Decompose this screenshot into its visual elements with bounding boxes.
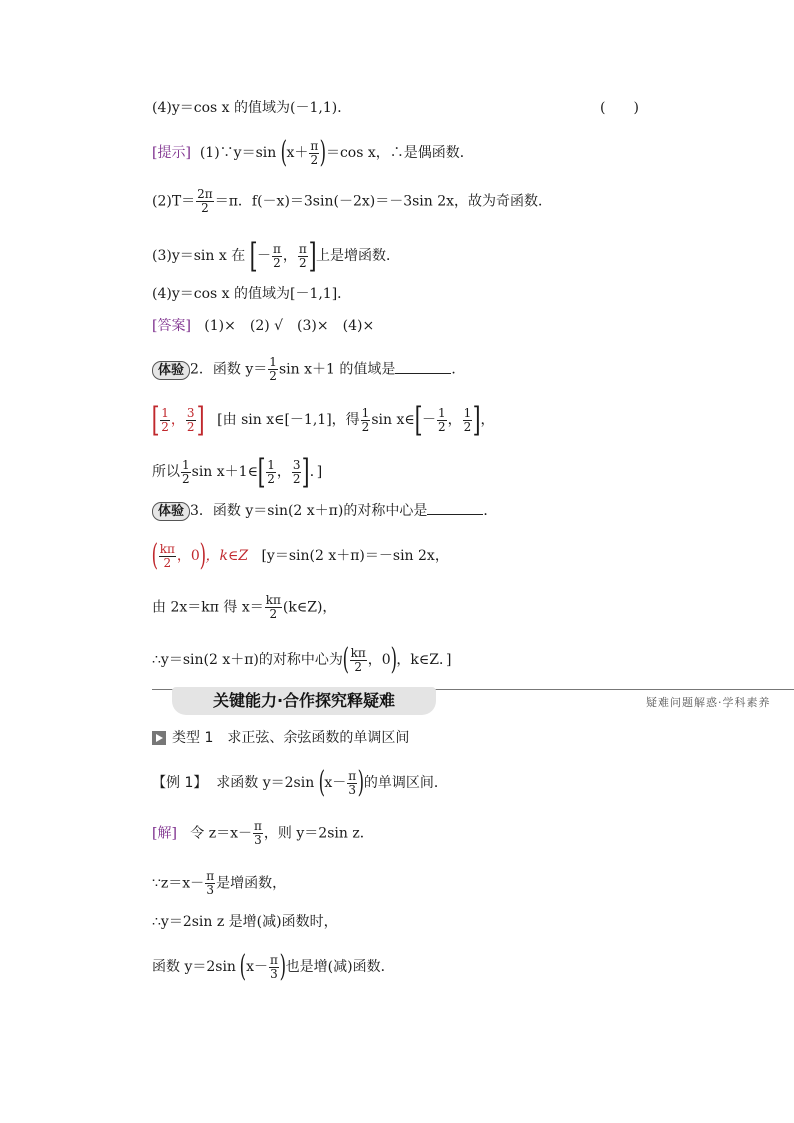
fraction-ans-1-2: $\frac{1}{2}$	[161, 405, 169, 434]
paren-left: (	[280, 135, 287, 170]
fraction-pi-2b: $\frac{\pi}{2}$	[298, 241, 307, 270]
question-4-text: y＝cos x 的值域为(－1,1)．	[171, 100, 352, 116]
type-1-heading: 类型 1 求正弦、余弦函数的单调区间	[152, 728, 409, 748]
answer-tag: [答案]	[152, 318, 191, 334]
play-triangle-icon	[152, 731, 166, 745]
fraction-ans-3-2: $\frac{3}{2}$	[186, 405, 195, 434]
experience-2: 体验 2．函数 y＝ $\frac{1}{2}$ sin x＋1 的值域是 ．	[152, 356, 465, 383]
bracket-left: [	[249, 236, 258, 276]
experience-3: 体验 3．函数 y＝sin(2 x＋π)的对称中心是 ．	[152, 501, 497, 521]
fraction-pi-2: $\frac{\pi}{2}$	[310, 138, 319, 167]
experience-3-answer: ( $\frac{k\pi}{2}$ ，0)，k∈Z [y＝sin(2 x＋π)＝－sin 2x，	[151, 538, 449, 573]
question-4: (4)y＝cos x 的值域为(－1,1)．	[152, 100, 352, 116]
answer-line	[152, 316, 374, 336]
hint-line-2: (2)T＝ $\frac{2\pi}{2}$ ＝π．f(－x)＝3sin(－2x)＝－3sin 2x，故为奇函数．	[152, 187, 553, 215]
example-label: 【例 1】	[152, 775, 208, 791]
answer-text: (1)× (2) √ (3)× (4)×	[204, 318, 375, 334]
fraction-half: $\frac{1}{2}$	[269, 355, 277, 383]
fraction-2pi-2: $\frac{2\pi}{2}$	[197, 187, 213, 215]
experience-tag: 体验	[152, 361, 190, 380]
answer-blank	[395, 361, 451, 374]
fraction-kpi-2: $\frac{k\pi}{2}$	[159, 541, 175, 570]
hint-line-3: (3)y＝sin x 在 [－ $\frac{\pi}{2}$ ， $\frac{\pi}{2}$ ]上是增函数．	[152, 236, 400, 276]
solution-tag: [解]	[152, 825, 177, 842]
solution-line-2: ∵z＝x－ $\frac{\pi}{3}$ 是增函数，	[152, 869, 287, 897]
example-1: 【例 1】 求函数 y＝2sin (x－ $\frac{\pi}{3}$ )的单调区间．	[152, 765, 448, 800]
hint-line-4: (4)y＝cos x 的值域为[－1,1]．	[152, 286, 352, 302]
paren-right: )	[319, 135, 327, 170]
bracket-right: ]	[308, 236, 317, 276]
experience-3-solution-2: 由 2x＝kπ 得 x＝ $\frac{k\pi}{2}$ (k∈Z)，	[152, 593, 337, 621]
solution-line-1: [解] 令 z＝x－ $\frac{\pi}{3}$ ，则 y＝2sin z．	[152, 819, 374, 847]
answer-blank-3	[427, 502, 483, 515]
hint-tag: [提示]	[152, 145, 191, 161]
experience-3-solution-3: ∴y＝sin(2 x＋π)的对称中心为( $\frac{k\pi}{2}$ ，0)，k∈Z．]	[152, 642, 452, 677]
experience-2-answer: [ $\frac{1}{2}$ ， $\frac{3}{2}$ ] [由 sin x∈[－1,1]，得 $\frac{1}{2}$ sin x∈[－ $\frac{1}{2}$ ， $\frac{1}{2}$ ]，	[151, 400, 495, 440]
judge-blank: ( )	[600, 100, 639, 116]
experience-2-solution: 所以 $\frac{1}{2}$ sin x＋1∈[ $\frac{1}{2}$ ， $\frac{3}{2}$ ]．]	[152, 452, 323, 492]
solution-line-3: ∴y＝2sin z 是增(减)函数时，	[152, 914, 338, 930]
solution-line-4: 函数 y＝2sin (x－ $\frac{\pi}{3}$ )也是增(减)函数．	[152, 949, 395, 984]
section-subtitle: 疑难问题解惑·学科素养	[646, 696, 771, 709]
hint-line-1: [提示] (1)∵y＝sin (x＋ $\frac{\pi}{2}$ )＝cos x，∴是偶函数．	[152, 135, 474, 170]
section-title: 关键能力·合作探究释疑难	[172, 687, 436, 715]
experience-tag-3: 体验	[152, 502, 190, 521]
fraction-neg-pi-2: $\frac{\pi}{2}$	[272, 241, 281, 270]
